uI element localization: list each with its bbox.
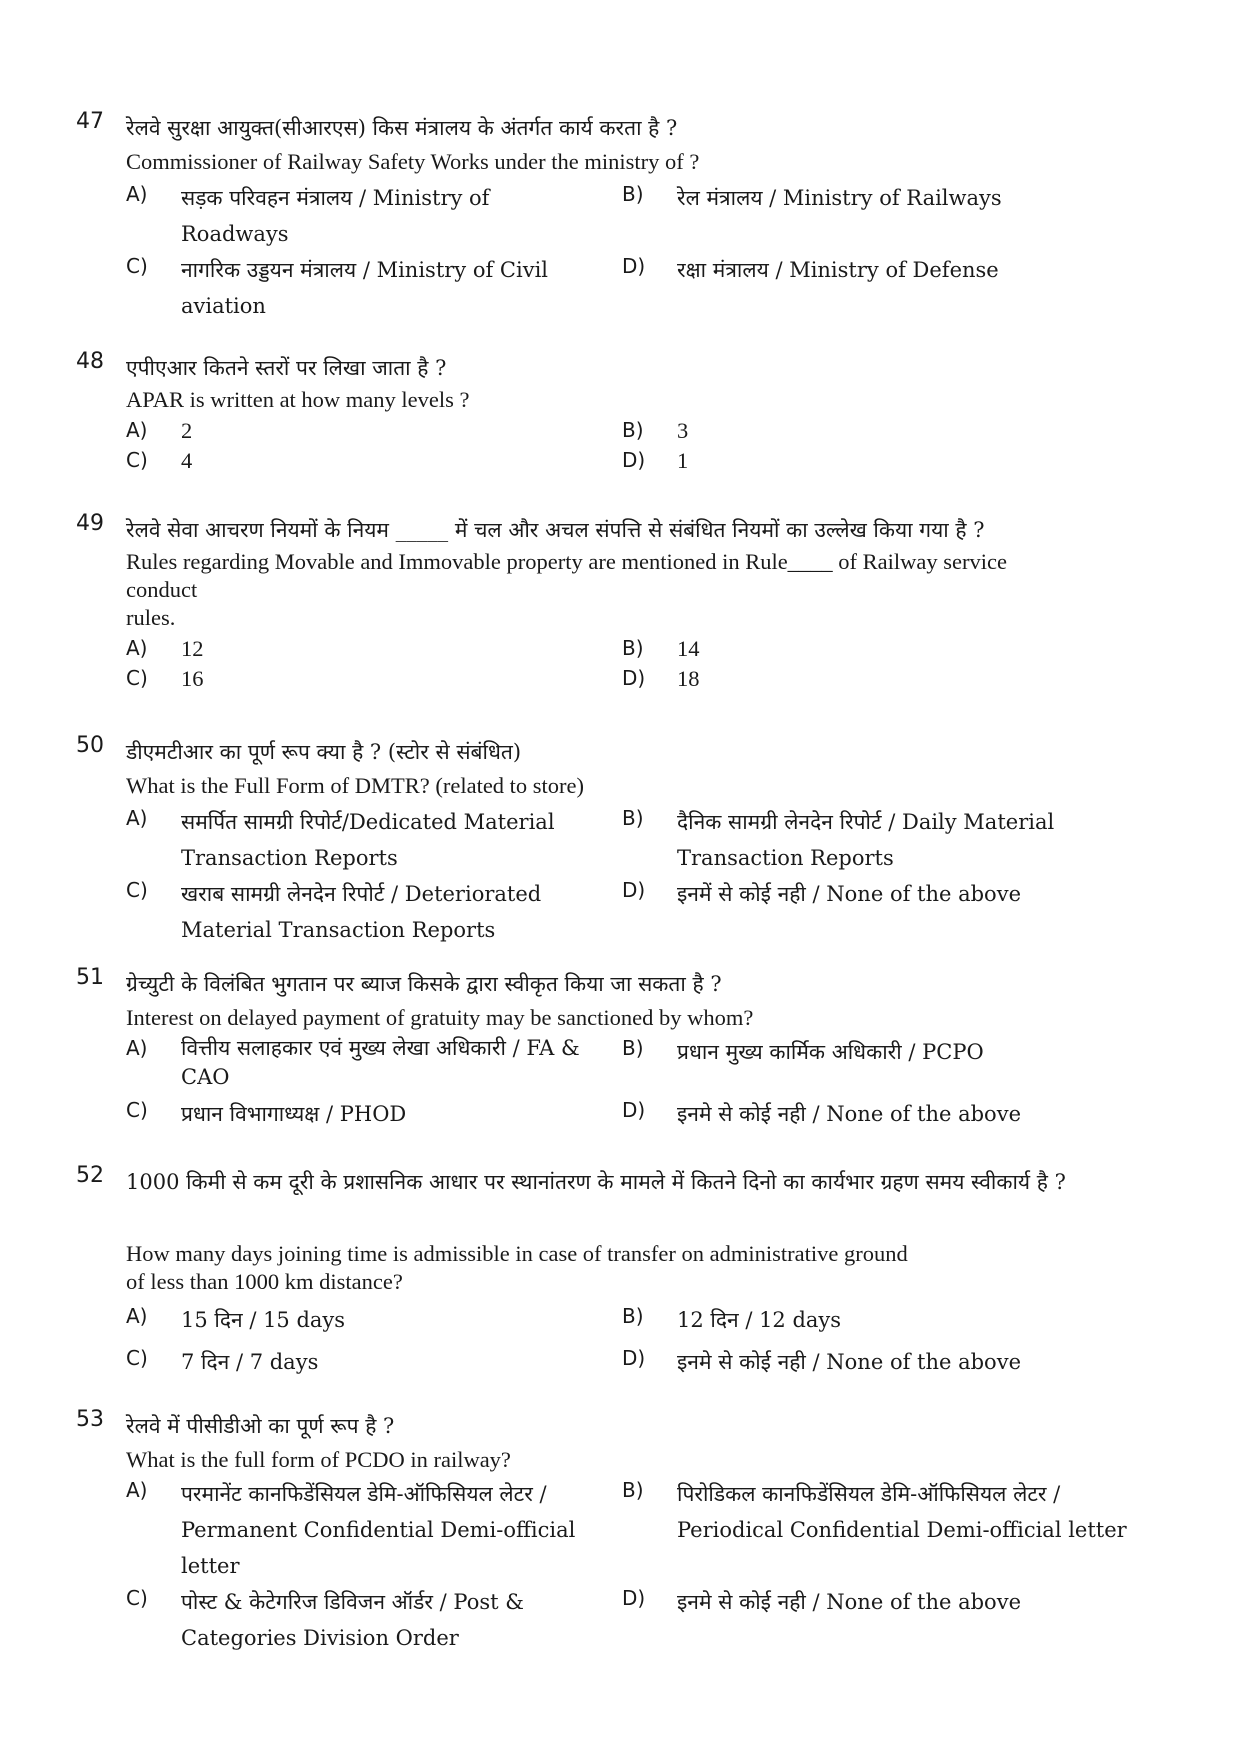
option-label: A)	[126, 1036, 148, 1060]
option-text: पिरोडिकल कानफिडेंसियल डेमि-ऑफिसियल लेटर / Periodical Confidential Demi-official letter	[677, 1482, 1127, 1542]
option-text: दैनिक सामग्री लेनदेन रिपोर्ट / Daily Material Transaction Reports	[677, 810, 1055, 870]
question-number: 53	[76, 1407, 104, 1432]
question-text-english: APAR is written at how many levels ?	[126, 387, 470, 412]
option-label: C)	[126, 666, 148, 690]
option-label: D)	[622, 254, 646, 278]
option-text: 14	[677, 636, 700, 661]
option-label: D)	[622, 1586, 646, 1610]
question-number: 51	[76, 965, 104, 990]
option-label: B)	[622, 636, 644, 660]
option-text: इनमें से कोई नही / None of the above	[677, 882, 1021, 906]
option-text: प्रधान विभागाध्यक्ष / PHOD	[181, 1102, 407, 1126]
option-text: 4	[181, 448, 193, 473]
option-label: A)	[126, 182, 148, 206]
option-label: D)	[622, 1346, 646, 1370]
option-label: B)	[622, 806, 644, 830]
option-text: पोस्ट & केटेगरिज डिविजन ऑर्डर / Post & Categories Division Order	[181, 1590, 524, 1650]
option-label: D)	[622, 666, 646, 690]
question-number: 48	[76, 349, 104, 374]
option-label: A)	[126, 636, 148, 660]
option-label: C)	[126, 878, 148, 902]
question-text-hindi: 1000 किमी से कम दूरी के प्रशासनिक आधार पर स्थानांतरण के मामले में कितने दिनो का कार्यभार ग्रहण समय स्वीकार्य है ?	[126, 1170, 1066, 1194]
option-label: B)	[622, 1478, 644, 1502]
option-text: समर्पित सामग्री रिपोर्ट/Dedicated Material Transaction Reports	[181, 810, 555, 870]
option-label: B)	[622, 1304, 644, 1328]
option-label: B)	[622, 418, 644, 442]
question-text-english: What is the Full Form of DMTR? (related to store)	[126, 773, 585, 798]
option-text: वित्तीय सलाहकार एवं मुख्य लेखा अधिकारी / FA & CAO	[181, 1036, 580, 1089]
question-text-hindi: रेलवे में पीसीडीओ का पूर्ण रूप है ?	[126, 1414, 395, 1438]
question-number: 49	[76, 511, 104, 536]
question-text-english-line-1: How many days joining time is admissible in case of transfer on administrative ground	[126, 1241, 908, 1266]
option-text: 1	[677, 448, 689, 473]
option-text: 7 दिन / 7 days	[181, 1350, 319, 1374]
question-text-hindi: रेलवे सुरक्षा आयुक्त(सीआरएस) किस मंत्रालय के अंतर्गत कार्य करता है ?	[126, 116, 678, 140]
question-text-english: Interest on delayed payment of gratuity may be sanctioned by whom?	[126, 1005, 754, 1030]
option-text: 12 दिन / 12 days	[677, 1308, 842, 1332]
option-label: B)	[622, 1036, 644, 1060]
question-text-english-line-3: rules.	[126, 605, 176, 630]
question-text-hindi: एपीएआर कितने स्तरों पर लिखा जाता है ?	[126, 356, 447, 380]
option-text: 16	[181, 666, 204, 691]
option-text: 15 दिन / 15 days	[181, 1308, 346, 1332]
option-text: इनमे से कोई नही / None of the above	[677, 1102, 1021, 1126]
option-text: इनमे से कोई नही / None of the above	[677, 1590, 1021, 1614]
option-text: 2	[181, 418, 193, 443]
option-label: B)	[622, 182, 644, 206]
option-text: रेल मंत्रालय / Ministry of Railways	[677, 186, 1002, 210]
option-label: C)	[126, 1098, 148, 1122]
option-text: प्रधान मुख्य कार्मिक अधिकारी / PCPO	[677, 1040, 984, 1064]
option-text: 3	[677, 418, 689, 443]
option-label: C)	[126, 1346, 148, 1370]
question-text-hindi: ग्रेच्युटी के विलंबित भुगतान पर ब्याज किसके द्वारा स्वीकृत किया जा सकता है ?	[126, 972, 722, 996]
option-text: नागरिक उड्डयन मंत्रालय / Ministry of Civil aviation	[181, 258, 549, 318]
question-text-hindi: रेलवे सेवा आचरण नियमों के नियम _____ में चल और अचल संपत्ति से संबंधित नियमों का उल्लेख किया गया है ?	[126, 518, 985, 542]
option-label: D)	[622, 878, 646, 902]
option-label: A)	[126, 806, 148, 830]
option-text: परमानेंट कानफिडेंसियल डेमि-ऑफिसियल लेटर / Permanent Confidential Demi-official letter	[181, 1482, 576, 1578]
question-number: 47	[76, 109, 104, 134]
question-text-hindi: डीएमटीआर का पूर्ण रूप क्या है ? (स्टोर से संबंधित)	[126, 740, 522, 764]
question-text-english-line-2: conduct	[126, 577, 198, 602]
question-text-english: What is the full form of PCDO in railway?	[126, 1447, 511, 1472]
option-text: रक्षा मंत्रालय / Ministry of Defense	[677, 258, 999, 282]
question-number: 52	[76, 1163, 104, 1188]
option-label: C)	[126, 1586, 148, 1610]
option-label: A)	[126, 418, 148, 442]
question-number: 50	[76, 733, 104, 758]
question-text-english-line-1: Rules regarding Movable and Immovable property are mentioned in Rule____ of Railway service	[126, 549, 1007, 574]
option-text: सड़क परिवहन मंत्रालय / Ministry of Roadways	[181, 186, 490, 246]
option-label: D)	[622, 448, 646, 472]
option-label: A)	[126, 1304, 148, 1328]
question-text-english-line-2: of less than 1000 km distance?	[126, 1269, 403, 1294]
option-text: 18	[677, 666, 700, 691]
option-text: खराब सामग्री लेनदेन रिपोर्ट / Deteriorated Material Transaction Reports	[181, 882, 542, 942]
option-label: D)	[622, 1098, 646, 1122]
question-text-english: Commissioner of Railway Safety Works under the ministry of ?	[126, 149, 700, 174]
option-text: 12	[181, 636, 204, 661]
option-label: C)	[126, 448, 148, 472]
option-label: C)	[126, 254, 148, 278]
option-text: इनमे से कोई नही / None of the above	[677, 1350, 1021, 1374]
option-label: A)	[126, 1478, 148, 1502]
